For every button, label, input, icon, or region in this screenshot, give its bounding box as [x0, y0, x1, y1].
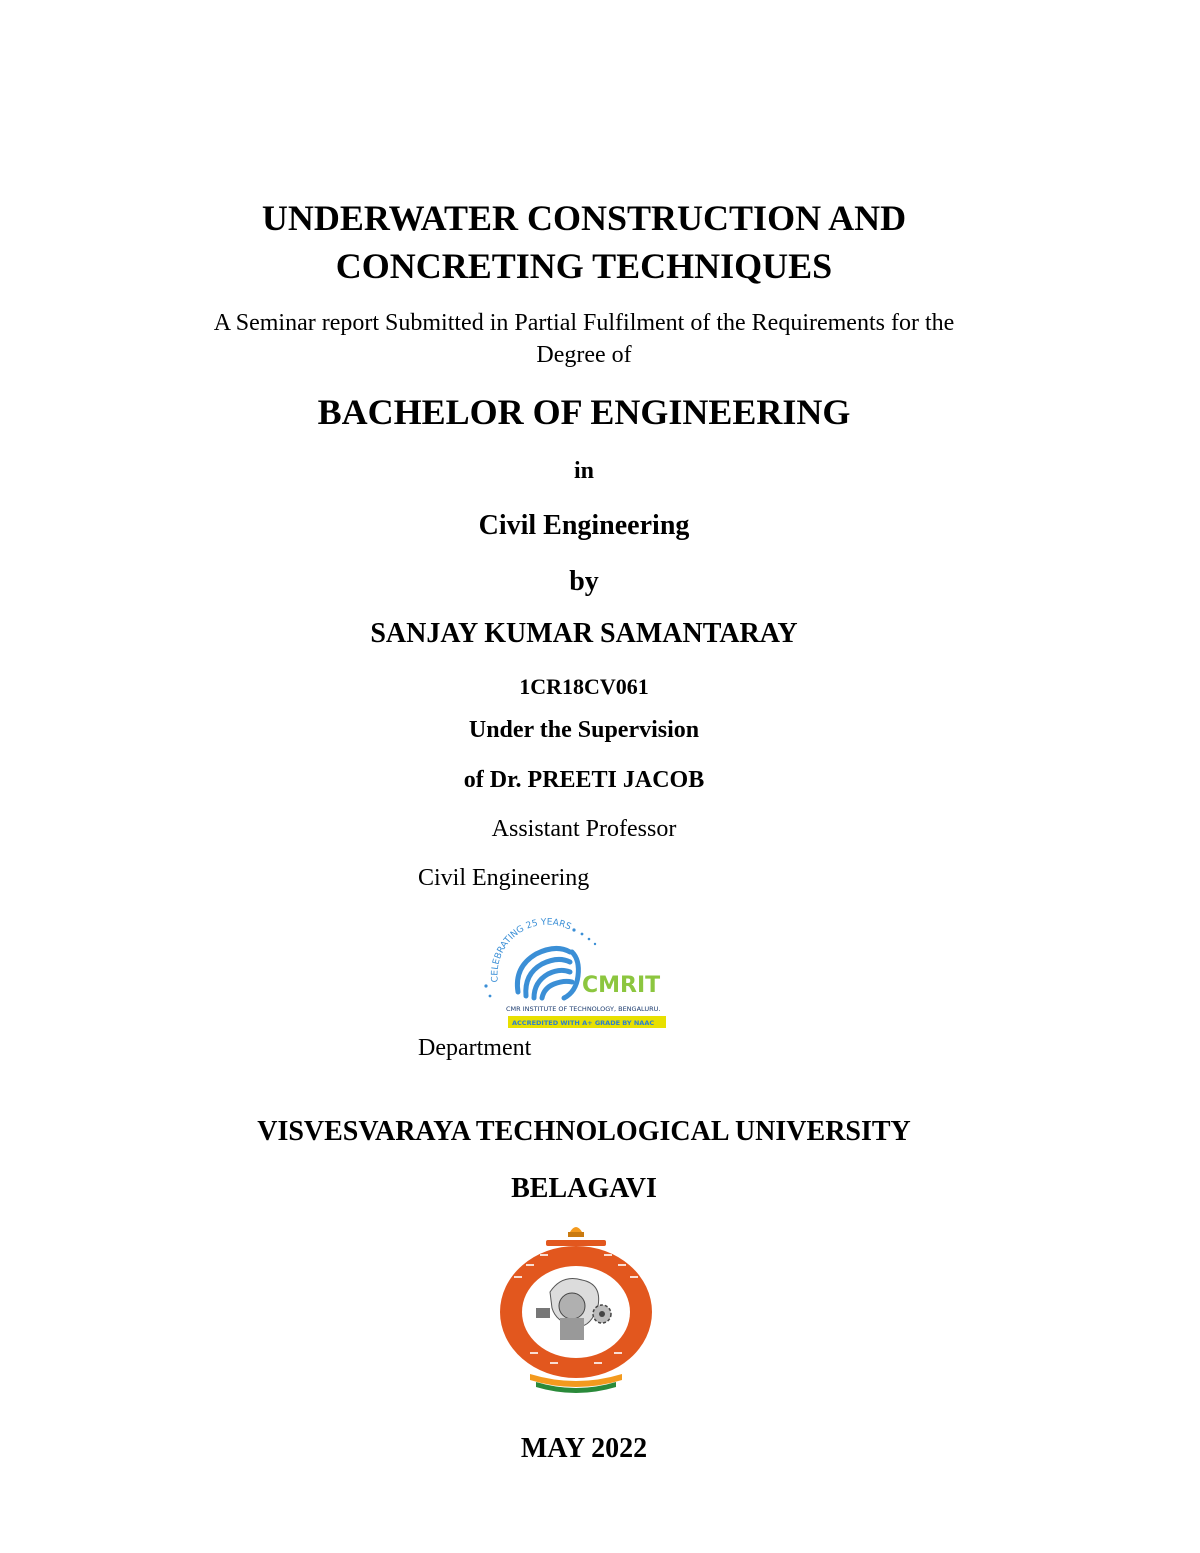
degree-name: BACHELOR OF ENGINEERING: [317, 392, 851, 432]
portrait-icon: [559, 1293, 585, 1319]
submission-date: MAY 2022: [520, 1433, 648, 1464]
university-name: VISVESVARAYA TECHNOLOGICAL UNIVERSITY: [257, 1116, 911, 1147]
emblem-top-banner: [546, 1240, 606, 1246]
supervisor-name: of Dr. PREETI JACOB: [463, 767, 705, 793]
student-usn: 1CR18CV061: [519, 674, 649, 699]
student-name: SANJAY KUMAR SAMANTARAY: [370, 618, 798, 649]
by-label: by: [569, 566, 599, 597]
supervisor-designation: Assistant Professor: [491, 816, 677, 842]
vtu-emblem: [490, 1222, 662, 1394]
swan-icon: [517, 948, 578, 998]
department-label: Department: [418, 1035, 532, 1061]
cmrit-arc-text: CELEBRATING 25 YEARS: [490, 917, 573, 983]
report-title-line-2: CONCRETING TECHNIQUES: [335, 246, 833, 286]
university-city: BELAGAVI: [511, 1173, 657, 1204]
report-title-line-1: UNDERWATER CONSTRUCTION AND: [261, 198, 907, 238]
in-label: in: [573, 458, 594, 484]
cmrit-logo: [478, 912, 678, 1034]
branch-name: Civil Engineering: [478, 510, 690, 541]
submission-statement-line-2: Degree of: [536, 342, 632, 368]
submission-statement-line-1: A Seminar report Submitted in Partial Fulfilment of the Requirements for the: [213, 310, 955, 336]
supervisor-department: Civil Engineering: [418, 865, 590, 891]
supervision-line-1: Under the Supervision: [468, 717, 700, 743]
cmrit-accreditation: ACCREDITED WITH A+ GRADE BY NAAC: [512, 1019, 655, 1027]
portrait-body: [560, 1318, 584, 1340]
computer-icon: [536, 1308, 550, 1318]
gear-icon: [593, 1305, 611, 1323]
cmrit-name: CMRIT: [582, 973, 661, 998]
lamp-icon: [568, 1227, 584, 1237]
cmrit-full-name: CMR INSTITUTE OF TECHNOLOGY, BENGALURU.: [506, 1005, 661, 1013]
